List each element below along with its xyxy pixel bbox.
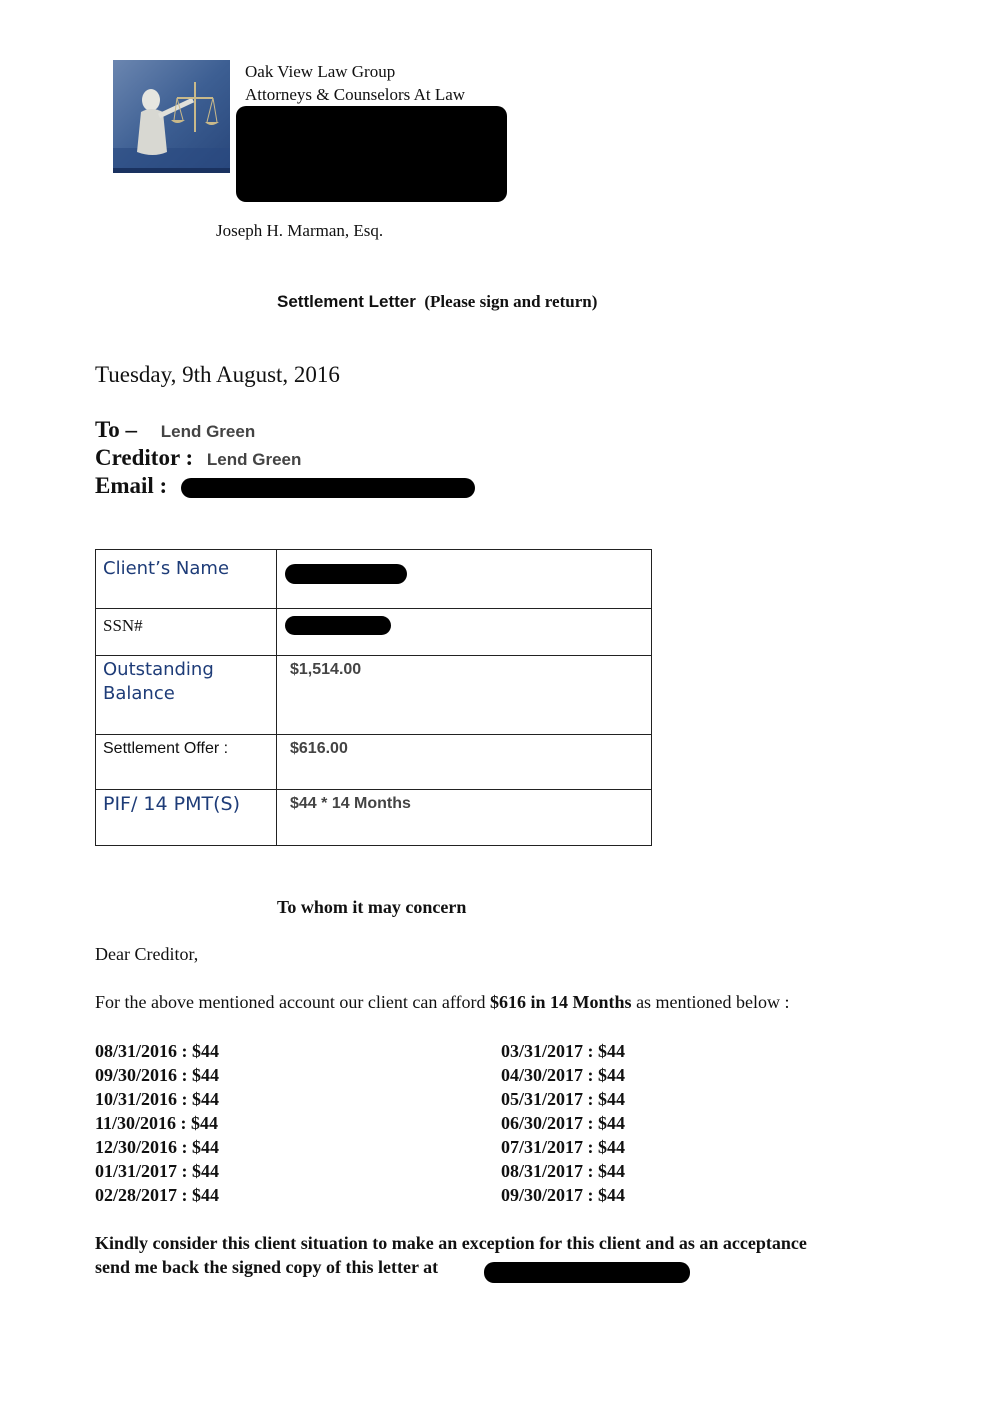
attorney-name: Joseph H. Marman, Esq. xyxy=(216,221,384,240)
table-label-cell: Outstanding Balance xyxy=(96,656,277,735)
title-note: (Please sign and return) xyxy=(424,292,598,311)
schedule-column-left xyxy=(95,1039,219,1207)
account-details-table xyxy=(95,549,652,846)
redacted-client-name xyxy=(285,564,407,584)
offer-paragraph: For the above mentioned account our client can afford $616 in 14 Months as mentioned below : xyxy=(95,992,790,1012)
firm-tagline: Attorneys & Counselors At Law xyxy=(245,85,466,104)
schedule-column-right xyxy=(501,1039,625,1207)
creditor-value: Lend Green xyxy=(206,450,302,469)
offer-amount: $616 in 14 Months xyxy=(490,992,632,1012)
schedule-item: 07/31/2017 : $44 xyxy=(501,1137,625,1157)
redacted-email xyxy=(181,478,475,498)
schedule-item: 11/30/2016 : $44 xyxy=(95,1113,219,1133)
schedule-item: 10/31/2016 : $44 xyxy=(95,1089,219,1109)
creditor-line xyxy=(95,445,301,471)
table-value-cell xyxy=(277,609,652,656)
email-label: Email : xyxy=(95,473,168,498)
schedule-item: 12/30/2016 : $44 xyxy=(95,1137,219,1157)
table-row xyxy=(96,735,652,790)
table-row xyxy=(96,550,652,609)
table-label-cell: Settlement Offer : xyxy=(96,735,277,790)
table-value-cell xyxy=(277,550,652,609)
schedule-item: 04/30/2017 : $44 xyxy=(501,1065,625,1085)
schedule-item: 08/31/2016 : $44 xyxy=(95,1041,219,1061)
salutation: Dear Creditor, xyxy=(95,944,199,964)
redacted-return-email xyxy=(484,1262,690,1283)
table-value-cell: $1,514.00 xyxy=(277,656,652,735)
schedule-item: 09/30/2017 : $44 xyxy=(501,1185,625,1205)
letter-date: Tuesday, 9th August, 2016 xyxy=(95,362,340,387)
body-heading: To whom it may concern xyxy=(277,897,467,917)
firm-name: Oak View Law Group xyxy=(245,62,396,81)
lady-justice-logo xyxy=(113,60,230,173)
to-value: Lend Green xyxy=(160,422,256,441)
redacted-ssn xyxy=(285,616,391,635)
schedule-item: 03/31/2017 : $44 xyxy=(501,1041,625,1061)
table-label-cell: SSN# xyxy=(96,609,277,656)
schedule-item: 02/28/2017 : $44 xyxy=(95,1185,219,1205)
redacted-address xyxy=(236,106,507,202)
table-row xyxy=(96,609,652,656)
title-main: Settlement Letter xyxy=(277,292,416,311)
document-title xyxy=(277,292,597,312)
to-line xyxy=(95,417,255,443)
table-row xyxy=(96,656,652,735)
schedule-item: 06/30/2017 : $44 xyxy=(501,1113,625,1133)
table-label-cell: Client’s Name xyxy=(96,550,277,609)
schedule-item: 05/31/2017 : $44 xyxy=(501,1089,625,1109)
to-label: To – xyxy=(95,417,137,442)
creditor-label: Creditor : xyxy=(95,445,194,470)
schedule-item: 01/31/2017 : $44 xyxy=(95,1161,219,1181)
closing-paragraph: Kindly consider this client situation to make an exception for this client and as an acceptance send me back the signed copy of this letter at xyxy=(95,1233,807,1277)
email-line xyxy=(95,473,167,499)
table-label-cell: PIF/ 14 PMT(S) xyxy=(96,790,277,846)
schedule-item: 08/31/2017 : $44 xyxy=(501,1161,625,1181)
table-row xyxy=(96,790,652,846)
table-value-cell: $44 * 14 Months xyxy=(277,790,652,846)
schedule-item: 09/30/2016 : $44 xyxy=(95,1065,219,1085)
table-value-cell: $616.00 xyxy=(277,735,652,790)
